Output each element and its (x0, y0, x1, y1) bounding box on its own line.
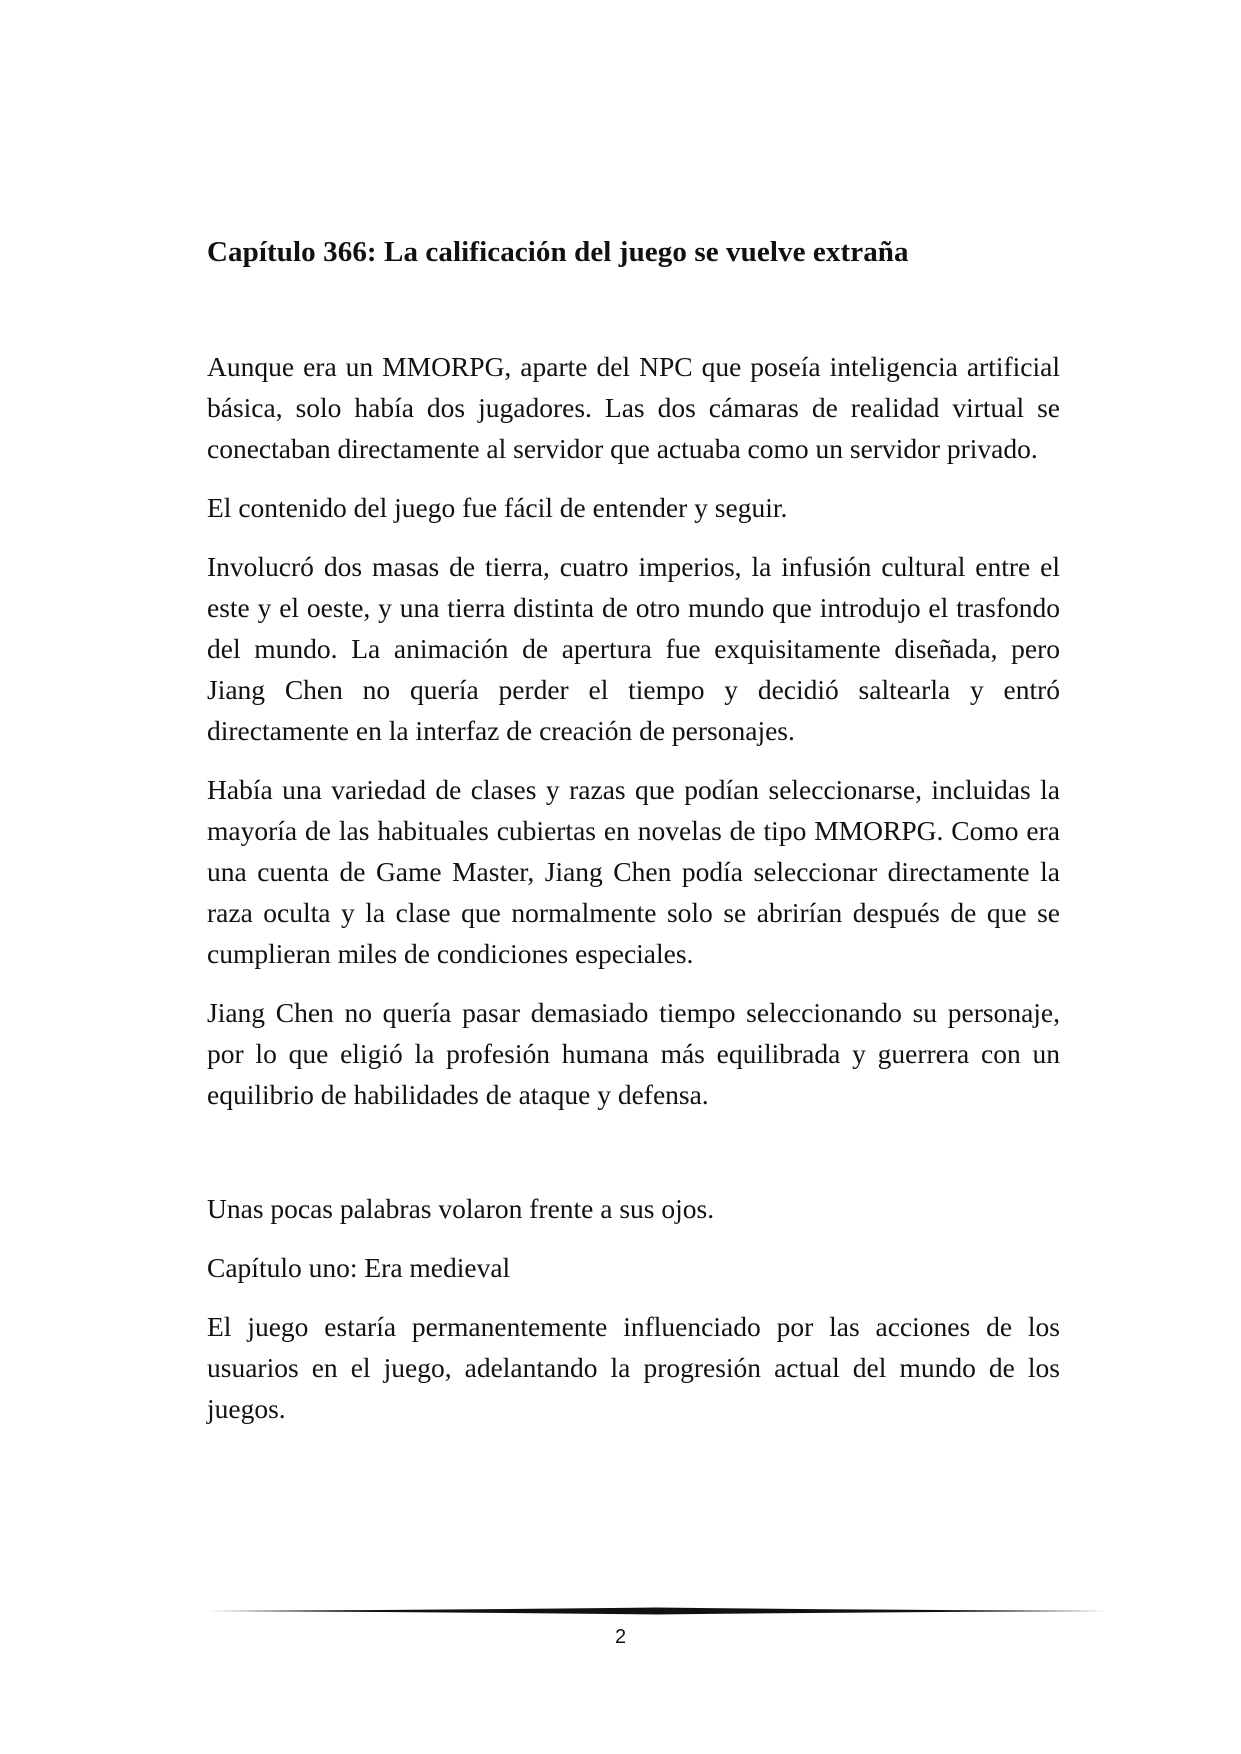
page-number: 2 (614, 1626, 627, 1648)
paragraph-4: Había una variedad de clases y razas que podían seleccionarse, incluidas la mayoría de las habituales cubiertas en novelas de tipo MMORPG. Como era una cuenta de Game Master, Jiang Chen podía seleccionar directamente la raza oculta y la clase que normalmente solo se abrirían después de que se cumplieran miles de condiciones especiales. (207, 774, 1060, 969)
footer-rule (207, 1605, 1107, 1617)
chapter-title: Capítulo 366: La calificación del juego se vuelve extraña (207, 236, 909, 268)
paragraph-5: Jiang Chen no quería pasar demasiado tiempo seleccionando su personaje, por lo que eligió la profesión humana más equilibrada y guerrera con un equilibrio de habilidades de ataque y defensa. (207, 997, 1060, 1110)
paragraph-6: Unas pocas palabras volaron frente a sus ojos. (207, 1193, 715, 1224)
paragraph-8: El juego estaría permanentemente influenciado por las acciones de los usuarios en el juego, adelantando la progresión actual del mundo de los juegos. (207, 1311, 1060, 1424)
paragraph-1: Aunque era un MMORPG, aparte del NPC que poseía inteligencia artificial básica, solo había dos jugadores. Las dos cámaras de realidad virtual se conectaban directamente al servidor que actuaba como un servidor privado. (207, 351, 1060, 464)
paragraph-7: Capítulo uno: Era medieval (207, 1252, 511, 1283)
page-content (207, 232, 1060, 1447)
paragraph-3: Involucró dos masas de tierra, cuatro imperios, la infusión cultural entre el este y el oeste, y una tierra distinta de otro mundo que introdujo el trasfondo del mundo. La animación de apertura fue exquisitamente diseñada, pero Jiang Chen no quería perder el tiempo y decidió saltearla y entró directamente en la interfaz de creación de personajes. (207, 551, 1060, 746)
paragraph-2: El contenido del juego fue fácil de entender y seguir. (207, 492, 788, 523)
